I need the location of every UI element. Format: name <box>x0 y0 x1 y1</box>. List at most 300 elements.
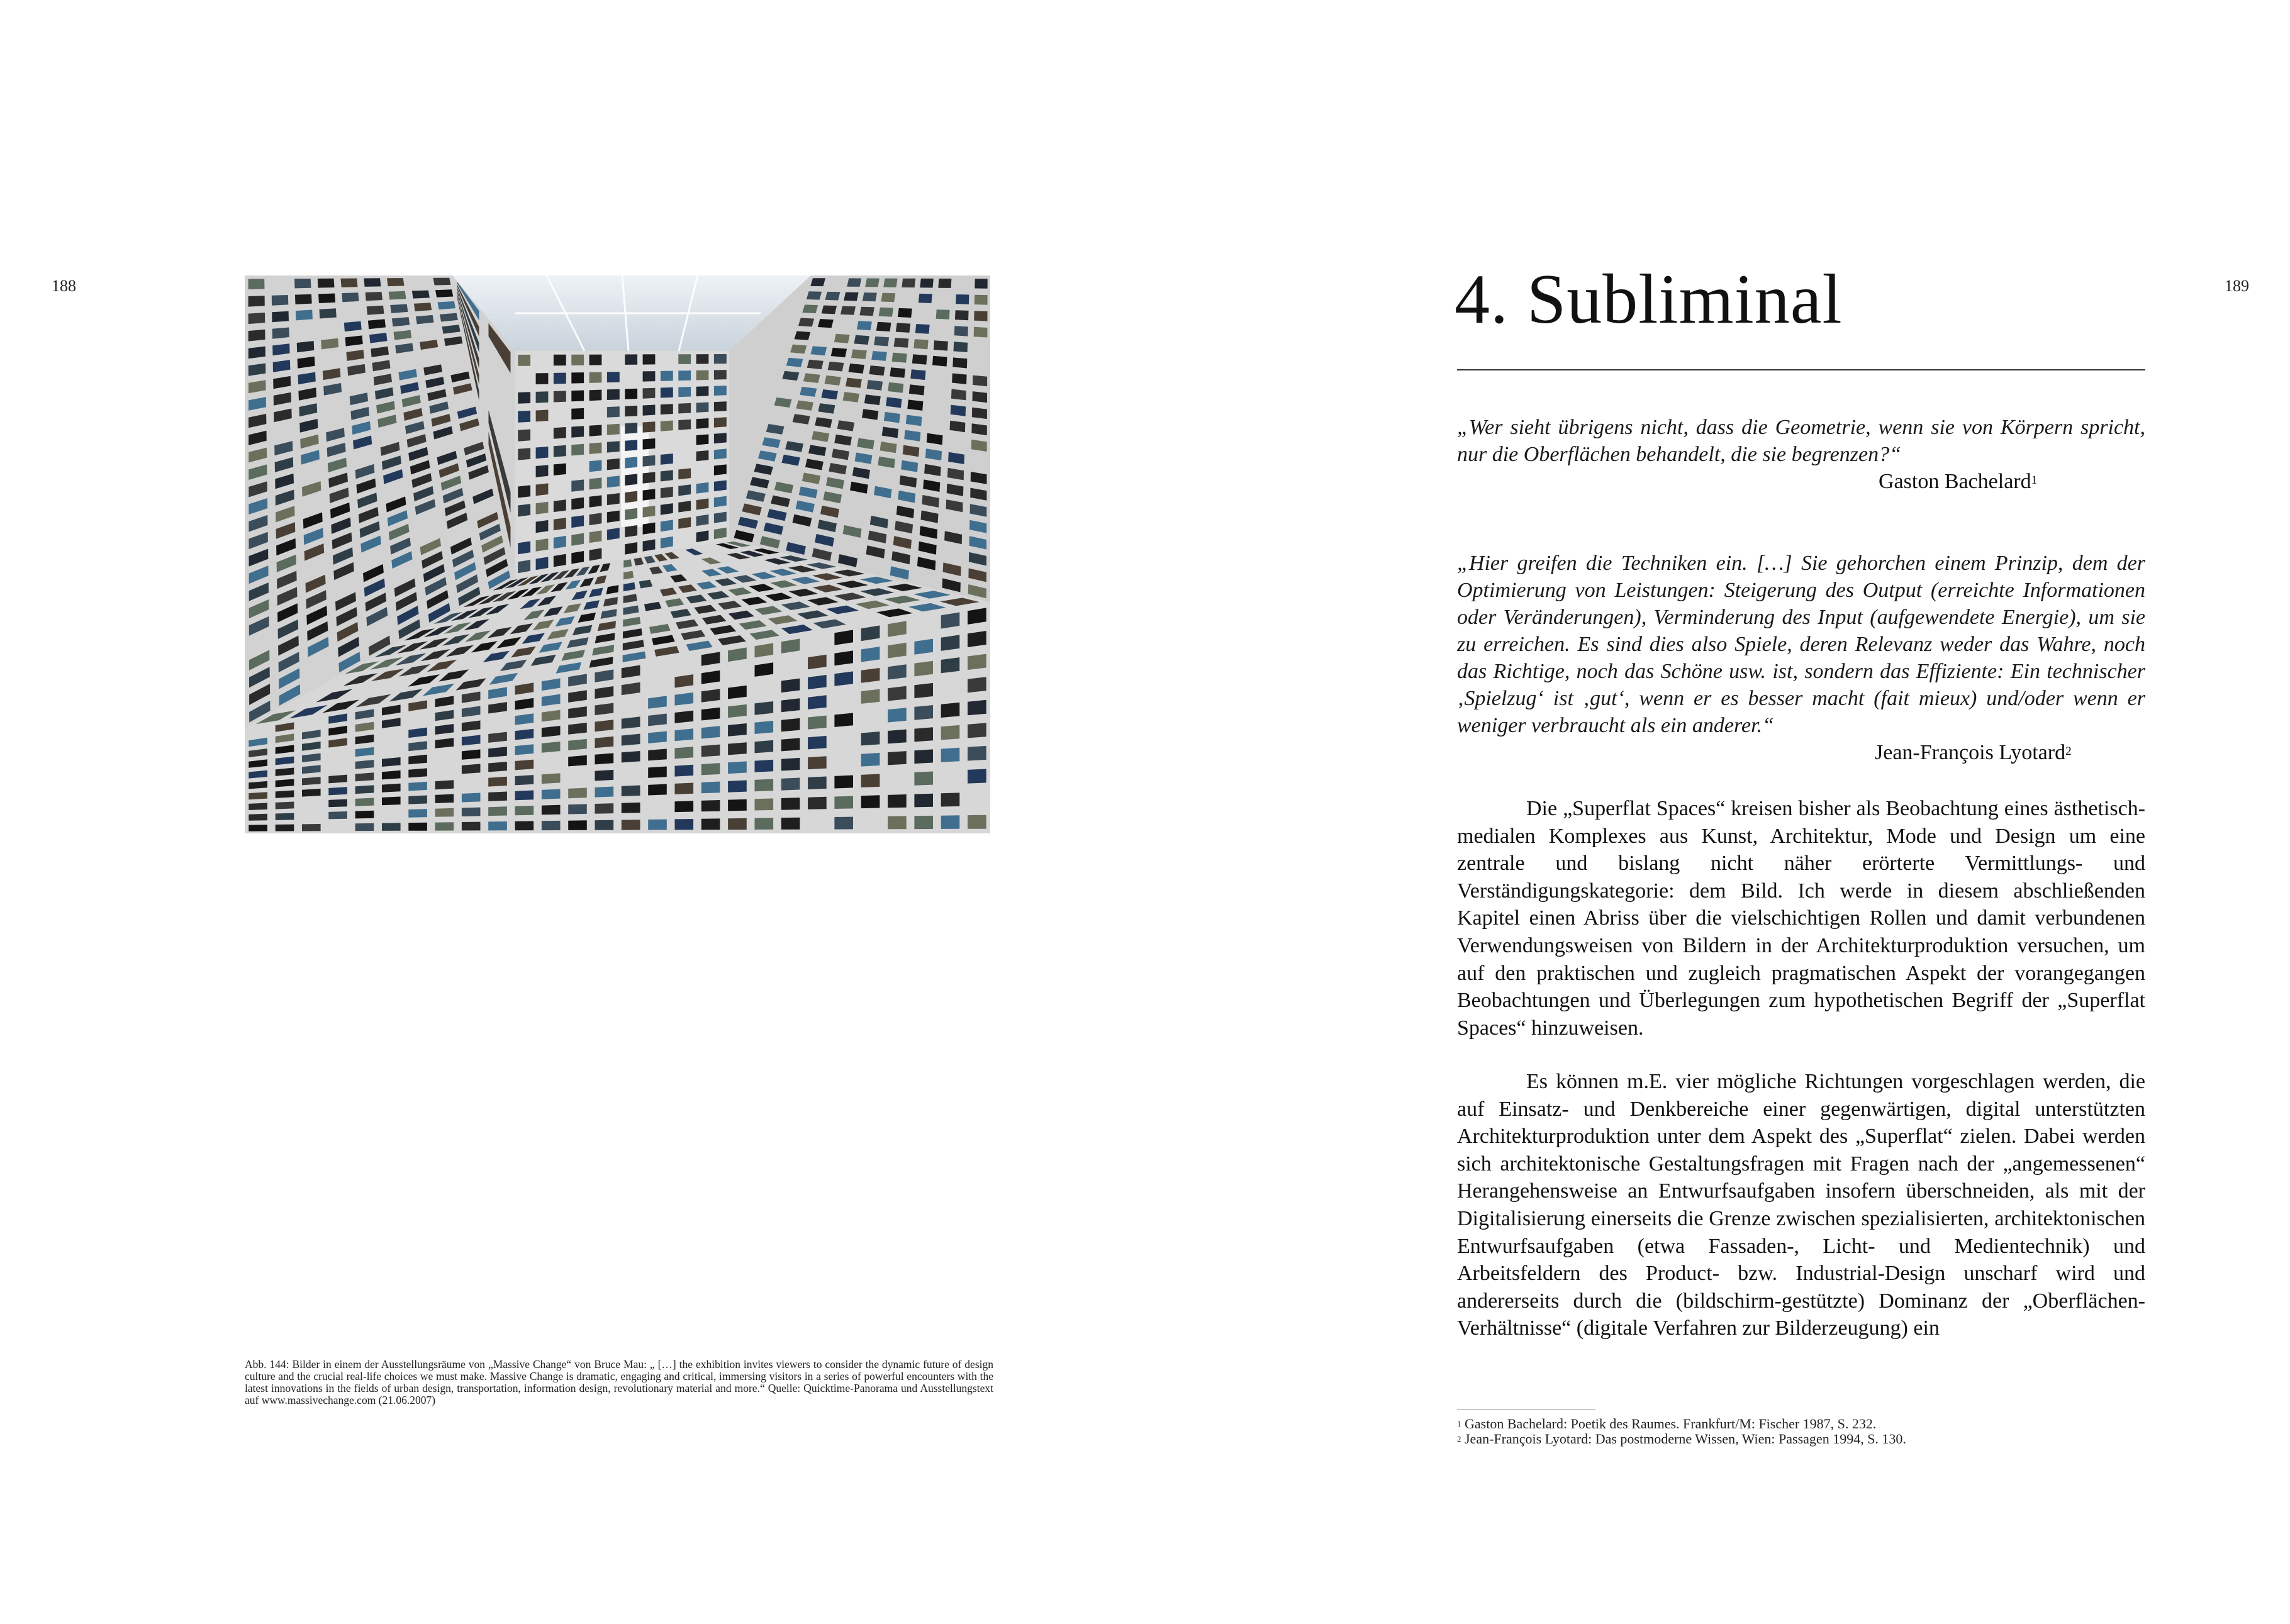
photo-tile <box>941 703 960 718</box>
photo-tile <box>568 788 587 799</box>
photo-tile <box>368 319 386 329</box>
photo-tile <box>589 530 602 543</box>
chapter-title: 4. Subliminal <box>1455 260 1843 338</box>
photo-tile <box>661 503 673 515</box>
photo-tile <box>974 327 988 338</box>
photo-tile <box>518 560 530 573</box>
photo-tile <box>696 354 709 364</box>
photo-tile <box>518 411 530 423</box>
photo-tile <box>902 279 915 287</box>
photo-tile <box>661 453 673 465</box>
photo-tile <box>701 763 720 775</box>
photo-tile <box>589 372 602 383</box>
photo-tile <box>808 675 827 689</box>
photo-tile <box>488 806 507 816</box>
photo-tile <box>488 792 507 801</box>
photo-tile <box>643 405 656 416</box>
photo-tile <box>355 798 374 806</box>
photo-tile <box>782 371 799 381</box>
photo-tile <box>249 330 265 342</box>
photo-tile <box>571 408 584 420</box>
photo-tile <box>844 292 859 301</box>
photo-tile <box>249 814 267 821</box>
photo-tile <box>622 734 640 746</box>
photo-tile <box>554 499 566 512</box>
photo-tile <box>968 746 986 761</box>
photo-tile <box>675 765 694 777</box>
photo-tile <box>272 311 289 323</box>
photo-tile <box>675 747 694 759</box>
photo-tile <box>625 457 637 468</box>
photo-tile <box>462 764 481 774</box>
photo-tile <box>276 791 294 798</box>
photo-tile <box>846 378 862 388</box>
photo-tile <box>834 776 853 789</box>
photo-tile <box>302 789 321 797</box>
photo-tile <box>755 701 774 715</box>
photo-tile <box>808 756 827 769</box>
photo-tile <box>648 749 667 761</box>
photo-tile <box>355 823 374 831</box>
photo-tile <box>915 324 930 334</box>
photo-tile <box>696 435 709 445</box>
quote-bachelard: „Wer sieht übrigens nicht, dass die Geometrie, wenn sie von Körpern spricht, nur die Oberflächen behandelt, die sie begrenzen?“ <box>1457 416 2145 466</box>
photo-tile <box>851 349 867 359</box>
photo-tile <box>941 748 960 762</box>
photo-tile <box>249 803 267 811</box>
photo-tile <box>272 295 289 306</box>
photo-tile <box>955 310 969 320</box>
photo-tile <box>781 738 800 751</box>
photo-tile <box>622 803 640 813</box>
photo-tile <box>913 339 928 349</box>
page-number-left: 188 <box>52 277 76 295</box>
photo-tile <box>607 511 620 523</box>
photo-tile <box>675 819 694 830</box>
photo-tile <box>536 483 549 496</box>
photo-tile <box>554 373 566 384</box>
photo-tile <box>643 354 656 364</box>
photo-tile <box>914 749 933 764</box>
photo-tile <box>678 354 691 364</box>
photo-tile <box>294 279 311 288</box>
quote-author-name: Gaston Bachelard <box>1879 470 2031 493</box>
photo-tile <box>589 477 602 489</box>
photo-tile <box>728 781 747 793</box>
photo-tile <box>714 481 727 492</box>
photo-tile <box>808 736 827 750</box>
quote-author-name: Jean-François Lyotard <box>1875 741 2066 764</box>
quote-author-lyotard <box>1875 739 2072 766</box>
photo-tile <box>589 390 602 401</box>
photo-tile <box>968 631 986 647</box>
photo-tile <box>701 782 720 794</box>
photo-tile <box>595 753 614 764</box>
photo-tile <box>701 745 720 757</box>
photo-tile <box>571 533 584 546</box>
photo-tile <box>554 464 566 476</box>
photo-tile <box>678 387 691 397</box>
photo-tile <box>536 391 549 403</box>
footnote-ref[interactable]: 2 <box>2065 745 2072 758</box>
photo-tile <box>883 279 897 287</box>
photo-tile <box>910 369 925 380</box>
photo-tile <box>865 279 880 287</box>
photo-tile <box>825 292 840 301</box>
photo-tile <box>272 328 289 339</box>
photo-tile <box>625 474 637 486</box>
photo-tile <box>536 447 549 459</box>
photo-tile <box>622 716 640 729</box>
photo-tile <box>554 355 566 366</box>
quote-lyotard: „Hier greifen die Techniken ein. […] Sie gehorchen einem Prinzip, dem der Optimierung von Leistungen: Steigerung des Output (erreichte Informationen oder Veränderungen), Verminderung des Input (aufgewendete Energie), um sie zu erreichen. Es sind dies also Spiele, deren Relevanz weder das Wahre, noch das Richtige, noch das Schöne usw. ist, sondern das Effiziente: Ein technischer ‚Spielzug‘ ist ‚gut‘, wenn er es besser macht (fait mieux) und/oder wenn er weniger verbraucht als ein anderer.“ <box>1457 552 2145 737</box>
photo-tile <box>675 728 694 741</box>
photo-tile <box>607 372 620 382</box>
photo-tile <box>364 278 381 287</box>
photo-tile <box>898 308 912 318</box>
photo-tile <box>625 508 637 520</box>
photo-tile <box>571 498 584 510</box>
photo-tile <box>968 700 986 716</box>
photo-tile <box>412 291 430 299</box>
photo-tile <box>861 795 880 808</box>
photo-tile <box>607 528 620 540</box>
photo-tile <box>701 800 720 811</box>
photo-tile <box>623 559 632 567</box>
footnote-ref[interactable]: 1 <box>2031 474 2038 487</box>
photo-tile <box>625 491 637 503</box>
photo-tile <box>807 291 822 299</box>
photo-tile <box>355 811 374 819</box>
photo-tile <box>320 308 337 318</box>
photo-tile <box>515 821 534 830</box>
photo-tile <box>696 386 709 396</box>
photo-tile <box>607 459 620 470</box>
photo-tile <box>589 443 602 455</box>
photo-tile <box>344 321 362 331</box>
photo-tile <box>914 816 933 829</box>
photo-tile <box>648 767 667 778</box>
photo-tile <box>781 798 800 810</box>
photo-tile <box>888 794 907 808</box>
photo-tile <box>607 406 620 418</box>
photo-tile <box>518 541 530 554</box>
photo-tile <box>888 382 903 393</box>
photo-tile <box>595 737 614 748</box>
photo-tile <box>956 294 969 304</box>
photo-tile <box>554 391 566 402</box>
photo-tile <box>879 308 893 317</box>
photo-tile <box>973 375 987 387</box>
photo-tile <box>387 278 405 286</box>
photo-tile <box>536 538 549 552</box>
photo-tile <box>408 768 427 777</box>
photo-tile <box>625 406 637 416</box>
exhibition-photo <box>245 275 990 833</box>
photo-tile <box>781 679 800 693</box>
photo-tile <box>973 391 988 403</box>
photo-tile <box>701 708 720 721</box>
photo-tile <box>822 306 837 314</box>
photo-tile <box>595 770 614 781</box>
photo-tile <box>571 426 584 437</box>
photo-tile <box>678 468 691 479</box>
photo-tile <box>249 296 265 306</box>
photo-tile <box>643 523 656 535</box>
photo-tile <box>678 370 691 381</box>
footnote-number: 1 <box>1457 1419 1461 1428</box>
photo-tile <box>643 472 656 483</box>
photo-tile <box>714 370 727 380</box>
photo-tile <box>554 427 566 439</box>
photo-tile <box>661 387 673 398</box>
photo-tile <box>907 399 923 411</box>
photo-tile <box>678 484 691 496</box>
photo-tile <box>932 356 947 367</box>
photo-tile <box>589 548 602 560</box>
photo-tile <box>675 783 694 794</box>
photo-tile <box>781 718 800 732</box>
photo-tile <box>542 821 561 830</box>
photo-tile <box>714 386 727 396</box>
photo-tile <box>648 731 667 743</box>
photo-tile <box>661 470 673 481</box>
photo-tile <box>571 355 584 365</box>
photo-tile <box>678 501 691 512</box>
photo-tile <box>589 495 602 507</box>
photo-tile <box>643 539 656 551</box>
photo-tile <box>554 518 566 530</box>
photo-tile <box>414 303 432 311</box>
photo-tile <box>518 355 530 366</box>
photo-tile <box>648 714 667 726</box>
photo-tile <box>871 351 887 361</box>
photo-tile <box>571 372 584 384</box>
photo-tile <box>536 502 549 514</box>
photo-tile <box>954 342 968 352</box>
photo-tile <box>643 438 656 450</box>
photo-tile <box>382 770 401 780</box>
photo-tile <box>974 311 987 321</box>
photo-tile <box>869 365 885 375</box>
photo-tile <box>810 278 825 286</box>
photo-tile <box>861 689 880 704</box>
photo-tile <box>936 309 950 320</box>
body-paragraph: Es können m.E. vier mögliche Richtungen vorgeschlagen werden, die auf Einsatz- und Denkbereiche einer gegenwärtigen, digital unterstützten Architekturproduktion unter dem Aspekt des „Superflat“ zielen. Dabei werden sich architektonische Gestaltungsfragen mit Fragen nach der „angemessenen“ Herangehensweise an Entwurfsaufgaben insofern überschneiden, als mit der Digitalisierung einerseits die Grenze zwischen spezialisierten, architektonischen Entwurfsaufgaben (etwa Fassaden-, Licht- und Medientechnik) und Arbeitsfeldern des Product- bzw. Industrial-Design unscharf wird und andererseits durch die (bildschirm-gestützte) Dominanz der „Oberflächen-Verhältnisse“ (digitale Verfahren zur Bilderzeugung) ein <box>1457 1070 2145 1340</box>
photo-tile <box>462 793 481 803</box>
photo-tile <box>488 747 507 757</box>
photo-tile <box>276 802 294 809</box>
photo-tile <box>622 786 640 797</box>
photo-tile <box>515 744 534 755</box>
photo-tile <box>389 291 406 300</box>
photo-tile <box>435 289 453 298</box>
photo-tile <box>728 742 747 755</box>
photo-tile <box>972 408 987 419</box>
photo-tile <box>643 455 656 467</box>
photo-tile <box>568 804 587 814</box>
photo-tile <box>382 823 401 831</box>
photo-tile <box>542 805 561 815</box>
photo-tile <box>408 823 427 831</box>
photo-tile <box>857 321 872 330</box>
quote-author-bachelard <box>1879 468 2037 495</box>
photo-tile <box>643 421 656 432</box>
photo-tile <box>975 279 987 289</box>
photo-tile <box>781 818 800 830</box>
photo-tile <box>648 820 667 830</box>
photo-tile <box>696 418 709 429</box>
photo-tile <box>968 723 986 738</box>
photo-tile <box>328 811 347 819</box>
photo-tile <box>542 742 561 753</box>
photo-tile <box>714 512 727 523</box>
photo-tile <box>435 780 454 789</box>
photo-tile <box>515 760 534 770</box>
photo-tile <box>542 773 561 784</box>
photo-tile <box>661 404 673 414</box>
photo-tile <box>803 373 820 383</box>
photo-tile <box>696 403 709 413</box>
photo-tile <box>968 654 986 670</box>
photo-tile <box>696 498 709 509</box>
photo-tile <box>625 525 637 537</box>
photo-tile <box>595 803 614 814</box>
photo-tile <box>435 794 454 804</box>
photo-tile <box>249 279 265 289</box>
photo-tile <box>625 389 637 399</box>
photo-tile <box>696 370 709 381</box>
photo-tile <box>808 777 827 790</box>
photo-tile <box>728 723 747 737</box>
photo-tile <box>808 695 827 709</box>
photo-tile <box>714 496 727 508</box>
photo-tile <box>951 389 966 401</box>
photo-tile <box>790 345 807 354</box>
photo-tile <box>861 731 880 745</box>
title-rule <box>1457 369 2145 370</box>
photo-tile <box>755 818 774 830</box>
photo-tile <box>518 448 530 460</box>
photo-tile <box>714 354 727 364</box>
photo-tile <box>798 318 814 326</box>
photo-tile <box>367 306 384 315</box>
photo-tile <box>834 671 853 686</box>
photo-tile <box>781 758 800 771</box>
photo-tile <box>595 787 614 798</box>
photo-tile <box>807 360 824 369</box>
photo-tile <box>728 818 747 830</box>
photo-tile <box>755 740 774 754</box>
photo-tile <box>968 769 986 784</box>
photo-tile <box>808 716 827 730</box>
photo-tile <box>571 551 584 564</box>
photo-tile <box>643 388 656 399</box>
photo-tile <box>366 292 383 301</box>
photo-tile <box>701 818 720 830</box>
photo-tile <box>382 797 401 806</box>
photo-tile <box>438 301 456 309</box>
photo-tile <box>678 517 691 529</box>
photo-tile <box>328 787 347 795</box>
photo-tile <box>542 789 561 799</box>
photo-tile <box>589 355 602 365</box>
photo-tile <box>571 391 584 402</box>
photo-tile <box>607 389 620 400</box>
photo-tile <box>914 727 933 742</box>
footnote <box>1457 1432 1906 1447</box>
photo-tile <box>625 423 637 434</box>
photo-tile <box>968 677 986 692</box>
photo-tile <box>515 775 534 785</box>
photo-tile <box>625 354 637 365</box>
photo-tile <box>941 815 960 829</box>
photo-tile <box>382 784 401 793</box>
photo-tile <box>518 430 530 442</box>
photo-tile <box>909 384 925 395</box>
photo-tile <box>408 782 427 791</box>
photo-tile <box>938 279 951 288</box>
photo-tile <box>941 793 960 806</box>
photo-tile <box>795 331 811 340</box>
photo-tile <box>462 822 481 831</box>
photo-tile <box>914 639 933 655</box>
photo-tile <box>834 334 850 343</box>
photo-tile <box>488 821 507 830</box>
photo-tile <box>934 340 948 350</box>
page-number-right: 189 <box>2225 277 2249 295</box>
photo-tile <box>781 778 800 791</box>
photo-tile <box>295 294 312 304</box>
photo-tile <box>755 779 774 792</box>
photo-tile <box>818 319 834 328</box>
photo-tile <box>941 725 960 740</box>
photo-tile <box>589 460 602 472</box>
photo-tile <box>834 713 853 727</box>
photo-tile <box>859 307 874 316</box>
photo-tile <box>515 806 534 815</box>
photo-tile <box>831 348 847 357</box>
photo-tile <box>536 410 549 422</box>
photo-tile <box>896 323 910 333</box>
photo-tile <box>802 304 818 313</box>
footnote-text: Gaston Bachelard: Poetik des Raumes. Frankfurt/M: Fischer 1987, S. 232. <box>1465 1416 1877 1432</box>
photo-tile <box>643 371 656 382</box>
photo-tile <box>607 441 620 452</box>
photo-tile <box>589 425 602 437</box>
photo-tile <box>648 784 667 796</box>
photo-tile <box>696 482 709 494</box>
photo-tile <box>914 705 933 720</box>
photo-tile <box>755 721 774 734</box>
photo-tile <box>834 796 853 809</box>
photo-tile <box>433 278 451 286</box>
photo-tile <box>408 809 427 818</box>
photo-tile <box>675 711 694 723</box>
photo-tile <box>622 820 640 830</box>
footnote-text: Jean-François Lyotard: Das postmoderne Wissen, Wien: Passagen 1994, S. 130. <box>1465 1431 1906 1447</box>
photo-tile <box>554 445 566 457</box>
photo-tile <box>435 808 454 817</box>
photo-tile <box>847 278 861 287</box>
photo-tile <box>661 487 673 498</box>
photo-tile <box>876 322 891 331</box>
photo-tile <box>714 433 727 443</box>
photo-tile <box>661 371 673 381</box>
photo-tile <box>643 489 656 501</box>
photo-tile <box>568 739 587 750</box>
photo-tile <box>828 362 844 372</box>
